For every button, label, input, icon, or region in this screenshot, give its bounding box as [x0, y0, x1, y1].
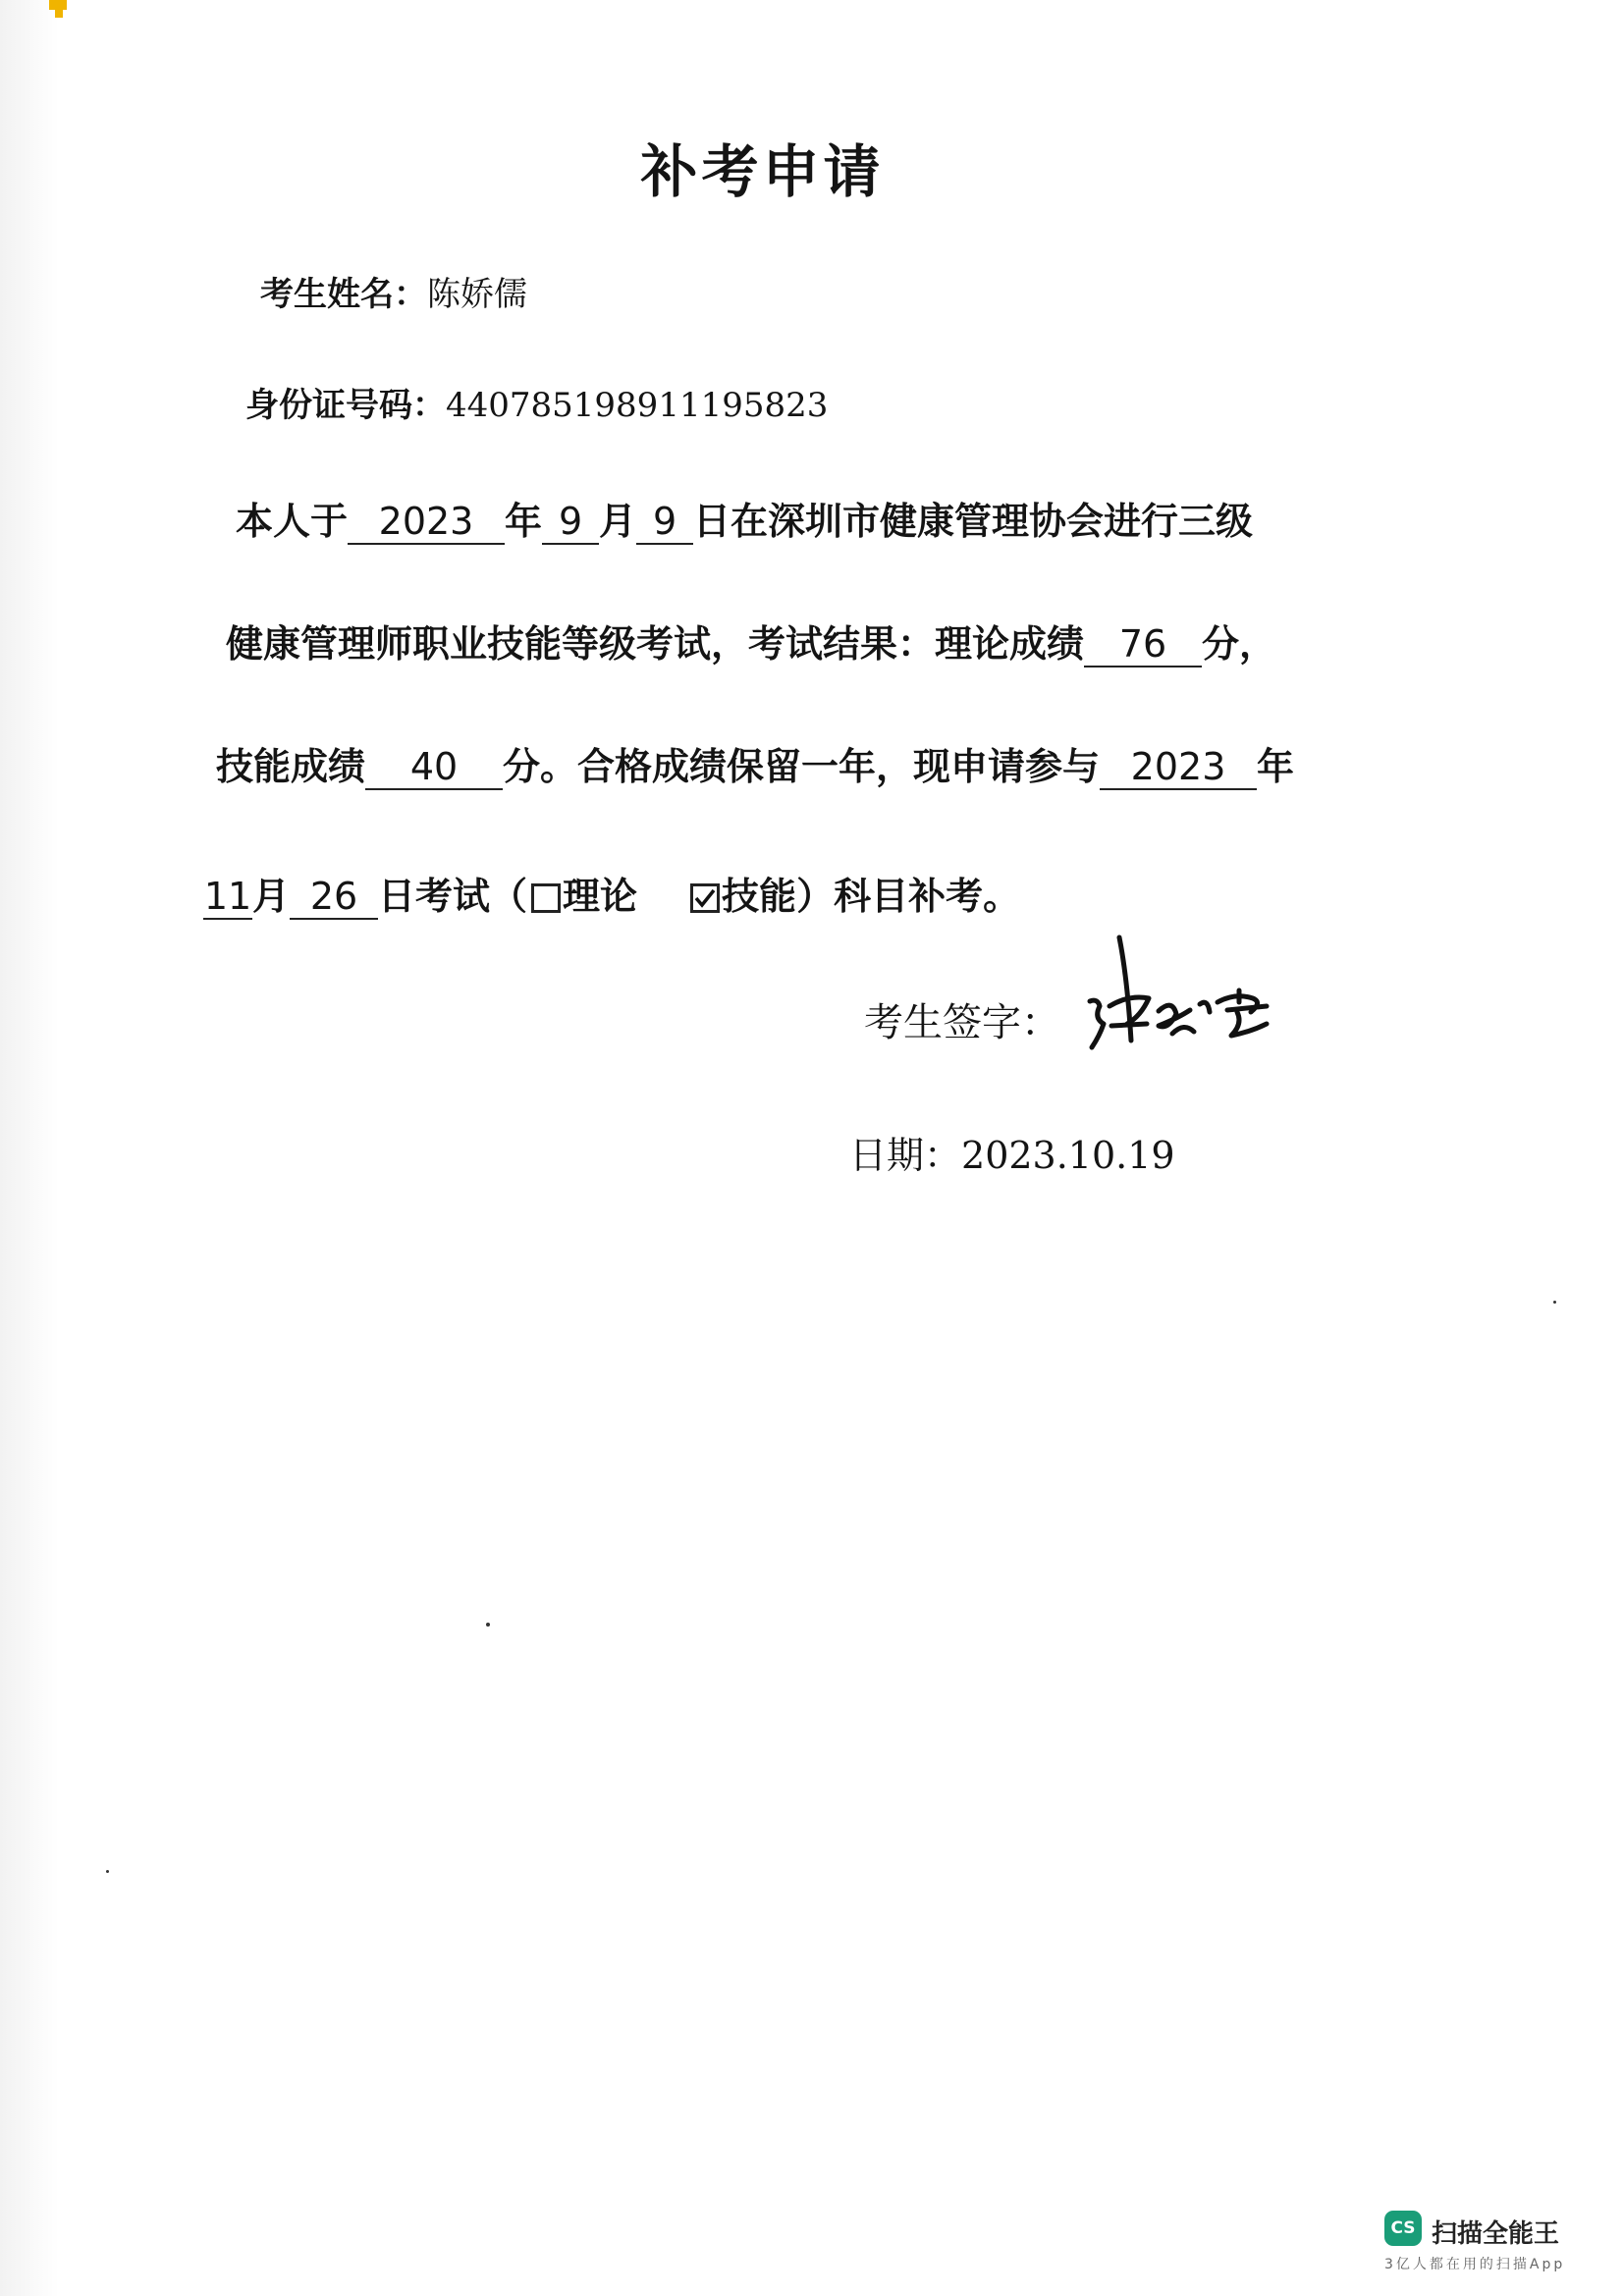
text-segment: 分，: [1202, 622, 1277, 666]
retake-year-blank: 2023: [1100, 747, 1257, 790]
exam-day-blank: 9: [636, 502, 693, 545]
text-segment: 技能成绩: [216, 745, 366, 788]
text-segment: 日在深圳市健康管理协会进行三级: [693, 500, 1254, 543]
text-segment: 分。合格成绩保留一年，现申请参与: [503, 745, 1101, 788]
text-segment: 健康管理师职业技能等级考试，考试结果：理论成绩: [226, 622, 1085, 666]
id-field: [245, 378, 828, 426]
signature-row: [864, 991, 1060, 1047]
corner-scan-artifact: [0, 0, 69, 29]
paragraph-line-3: [216, 736, 1294, 790]
text-segment: 年: [1257, 745, 1295, 788]
id-label: 身份证号码：: [245, 386, 446, 425]
exam-month-blank: 9: [542, 502, 599, 545]
name-field: [260, 267, 527, 315]
text-segment: 日考试（: [378, 875, 528, 918]
page-title: 补考申请: [640, 138, 885, 205]
text-segment: 年: [505, 500, 543, 543]
check-icon: [690, 883, 720, 913]
handwritten-signature: [1070, 908, 1325, 1065]
date-label: 日期：: [849, 1134, 962, 1177]
paragraph-line-4: [203, 866, 1020, 920]
skill-checkbox: [690, 883, 720, 913]
skill-score-blank: 40: [365, 747, 503, 790]
text-segment: 月: [252, 875, 291, 918]
camscanner-logo-icon: CS: [1384, 2211, 1422, 2246]
paragraph-line-1: [236, 491, 1253, 545]
theory-checkbox: [531, 883, 561, 913]
signature-label: 考生签字：: [864, 1000, 1060, 1045]
scan-speck: [1553, 1301, 1556, 1304]
skill-option-label: 技能: [722, 875, 797, 918]
id-value: 440785198911195823: [446, 386, 829, 425]
scanner-watermark: [1384, 2211, 1610, 2279]
scanner-app-name: 扫描全能王: [1432, 2219, 1560, 2249]
theory-option-label: 理论: [563, 875, 638, 918]
paper-shadow-edge: [0, 0, 59, 2296]
date-value: 2023.10.19: [961, 1134, 1175, 1177]
date-row: [849, 1125, 1175, 1179]
text-segment: 月: [599, 500, 637, 543]
text-segment: 本人于: [236, 500, 349, 543]
scan-speck: [106, 1870, 109, 1873]
name-label: 考生姓名：: [260, 275, 427, 314]
paragraph-line-2: [226, 614, 1276, 667]
exam-year-blank: 2023: [348, 502, 505, 545]
scanner-tagline: 3亿人都在用的扫描App: [1384, 2257, 1566, 2272]
retake-month-blank: 11: [203, 875, 252, 918]
retake-day-blank: 26: [290, 877, 378, 920]
text-segment: ）科目补考。: [796, 875, 1021, 918]
name-value: 陈娇儒: [427, 275, 527, 314]
theory-score-blank: 76: [1084, 624, 1202, 667]
scan-speck: [486, 1623, 490, 1627]
